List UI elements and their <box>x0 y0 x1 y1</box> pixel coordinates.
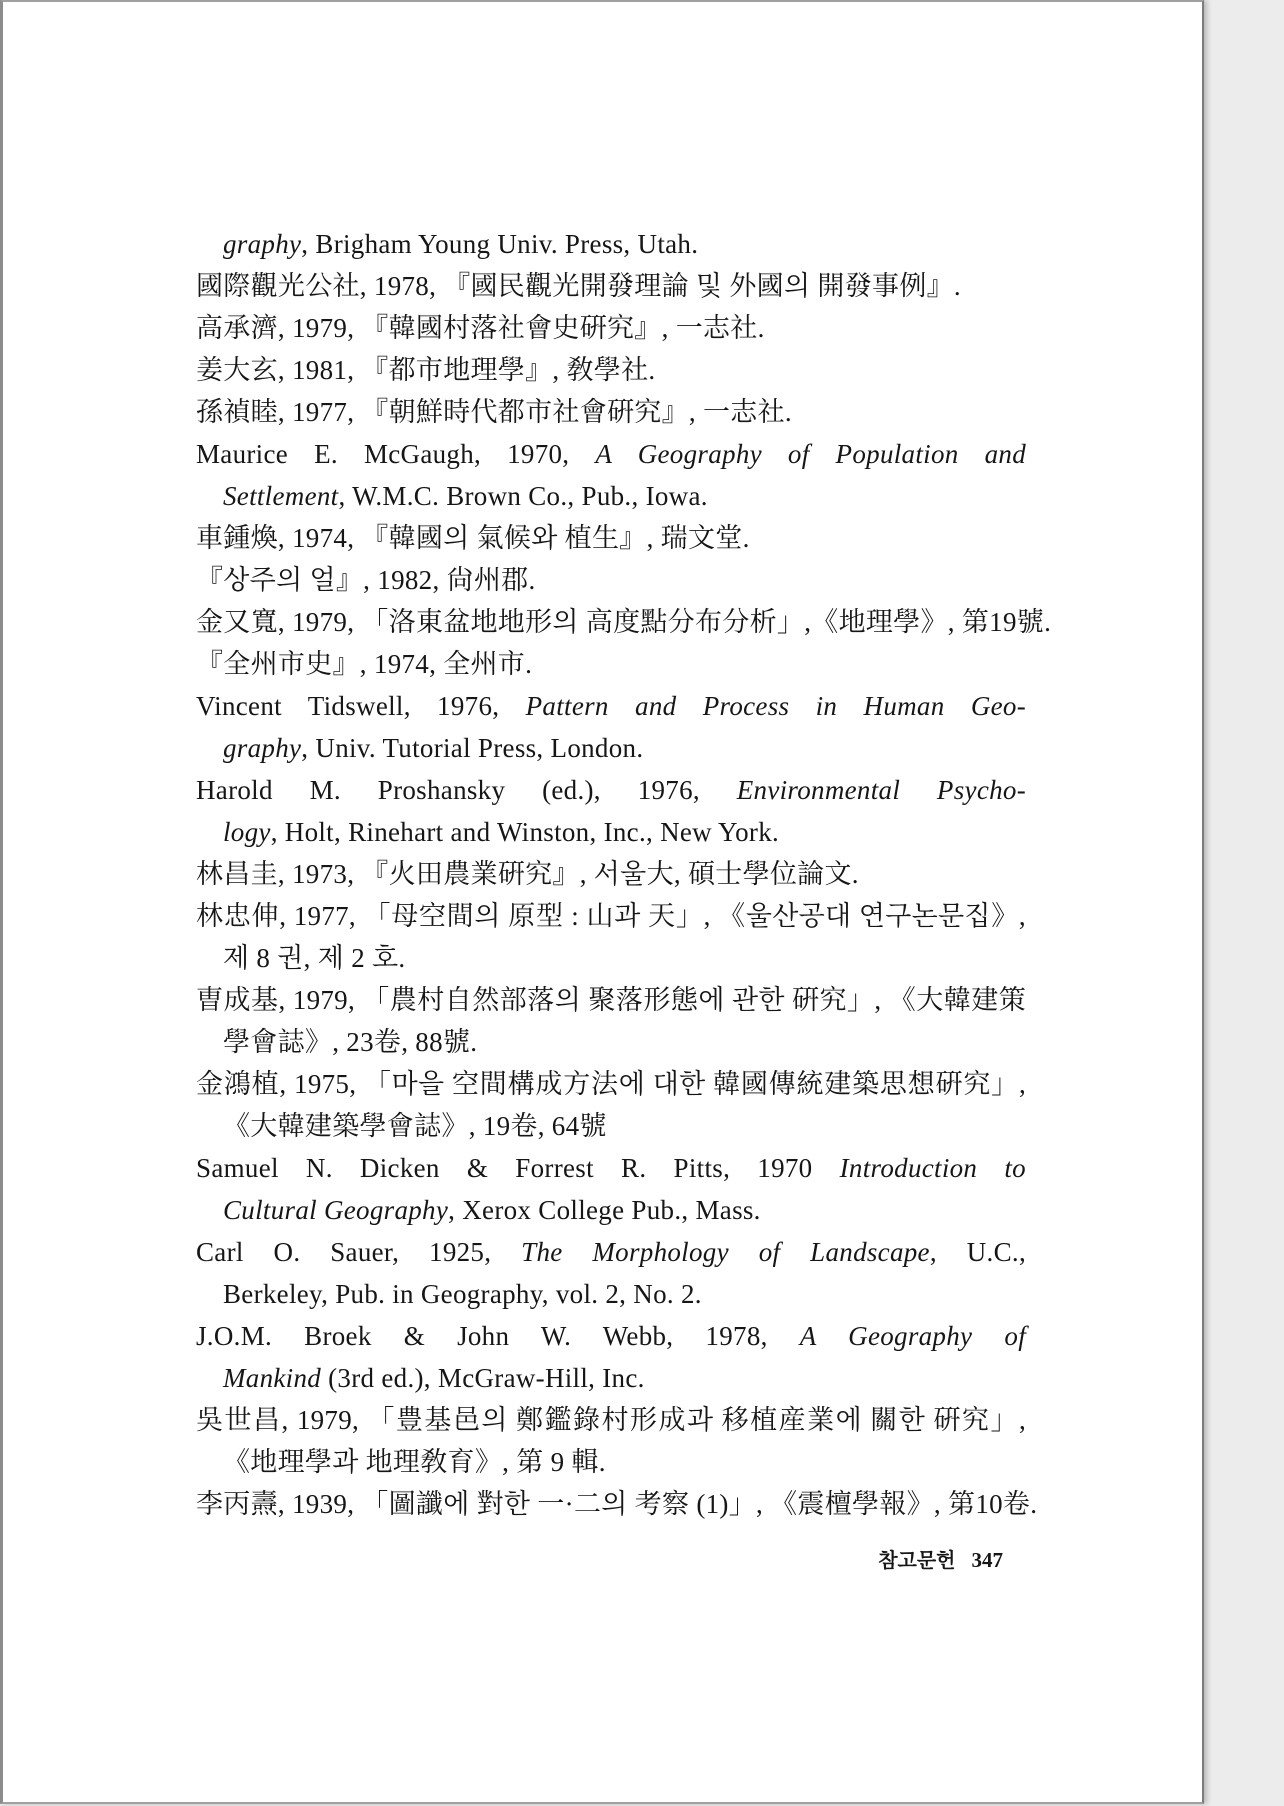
reference-title-italic: Pattern and Process in Human Geo- <box>525 691 1026 721</box>
reference-entry <box>196 643 1026 685</box>
reference-text: (3rd ed.), McGraw-Hill, Inc. <box>321 1363 645 1393</box>
reference-text: , W.M.C. Brown Co., Pub., Iowa. <box>338 481 708 511</box>
reference-line <box>196 1147 1026 1189</box>
reference-entry <box>196 979 1026 1063</box>
reference-continuation-line <box>196 1357 1026 1399</box>
reference-entry <box>196 1231 1026 1315</box>
reference-text: Carl O. Sauer, 1925, <box>196 1237 522 1267</box>
reference-text: 제 8 권, 제 2 호. <box>223 943 406 973</box>
reference-text: 李丙燾, 1939, 「圖讖에 對한 一·二의 考察 (1)」, 《震檀學報》, 第10卷. <box>196 1489 1038 1519</box>
reference-text: , Xerox College Pub., Mass. <box>448 1195 761 1225</box>
reference-continuation-line <box>196 1021 1026 1063</box>
reference-entry <box>196 391 1026 433</box>
reference-text: 學會誌》, 23卷, 88號. <box>223 1027 478 1057</box>
reference-line <box>196 1231 1026 1273</box>
reference-entry <box>196 769 1026 853</box>
reference-title-italic: The Morphology of Landscape <box>521 1237 930 1267</box>
reference-list <box>196 223 1052 1525</box>
reference-title-italic: A Geography of <box>799 1321 1026 1351</box>
reference-title-italic: Environmental Psycho- <box>736 775 1026 805</box>
reference-continuation-line <box>196 811 1026 853</box>
reference-entry <box>196 517 1026 559</box>
reference-continuation-line <box>196 1189 1026 1231</box>
reference-entry <box>196 601 1052 643</box>
reference-line <box>196 265 1026 307</box>
reference-text: Vincent Tidswell, 1976, <box>196 691 526 721</box>
reference-text: 『全州市史』, 1974, 全州市. <box>196 649 533 679</box>
reference-title-italic: graphy <box>223 733 302 763</box>
reference-title-italic: logy <box>223 817 271 847</box>
reference-entry <box>196 307 1026 349</box>
reference-line <box>196 601 1052 643</box>
reference-entry-carryover <box>196 223 1026 265</box>
reference-entry <box>196 853 1026 895</box>
reference-text: 國際觀光公社, 1978, 『國民觀光開發理論 및 外國의 開發事例』. <box>196 271 961 301</box>
reference-entry <box>196 1315 1026 1399</box>
reference-text: 林忠伸, 1977, 「母空間의 原型 : 山과 天」, 《울산공대 연구논문집》, <box>196 901 1026 931</box>
reference-title-italic: Cultural Geography <box>223 1195 449 1225</box>
reference-entry <box>196 1399 1026 1483</box>
reference-text: , Univ. Tutorial Press, London. <box>301 733 644 763</box>
reference-line <box>196 517 1026 559</box>
reference-text: 『상주의 얼』, 1982, 尙州郡. <box>196 565 536 595</box>
reference-text: J.O.M. Broek & John W. Webb, 1978, <box>196 1321 800 1351</box>
reference-continuation-line <box>196 475 1026 517</box>
reference-entry <box>196 1063 1026 1147</box>
reference-text: , U.C., <box>929 1237 1026 1267</box>
reference-line <box>196 433 1026 475</box>
reference-continuation-line <box>196 1105 1026 1147</box>
reference-title-italic: A Geography of Population and <box>595 439 1026 469</box>
reference-text: 姜大玄, 1981, 『都市地理學』, 敎學社. <box>196 355 656 385</box>
page-footer <box>703 1542 1003 1578</box>
reference-line <box>196 1399 1026 1441</box>
reference-line <box>196 979 1026 1021</box>
reference-text: 林昌圭, 1973, 『火田農業硏究』, 서울大, 碩士學位論文. <box>196 859 859 889</box>
reference-text: 金鴻植, 1975, 「마을 空間構成方法에 대한 韓國傳統建築思想硏究」, <box>196 1069 1026 1099</box>
reference-entry <box>196 265 1026 307</box>
reference-line <box>196 643 1026 685</box>
reference-line <box>196 307 1026 349</box>
reference-text: 《大韓建築學會誌》, 19卷, 64號 <box>223 1111 607 1141</box>
reference-entry <box>196 433 1026 517</box>
reference-text: 高承濟, 1979, 『韓國村落社會史硏究』, 一志社. <box>196 313 765 343</box>
reference-title-italic: Settlement <box>223 481 339 511</box>
reference-text: Samuel N. Dicken & Forrest R. Pitts, 1970 <box>196 1153 840 1183</box>
reference-text: 車鍾煥, 1974, 『韓國의 氣候와 植生』, 瑞文堂. <box>196 523 750 553</box>
reference-entry <box>196 685 1026 769</box>
page-number: 347 <box>971 1548 1003 1572</box>
reference-entry <box>196 349 1026 391</box>
reference-continuation-line <box>196 937 1026 979</box>
reference-title-italic: graphy <box>223 229 302 259</box>
reference-text: 《地理學과 地理敎育》, 第 9 輯. <box>223 1447 606 1477</box>
reference-text: , Brigham Young Univ. Press, Utah. <box>301 229 699 259</box>
reference-continuation-line <box>196 223 1026 265</box>
reference-entry <box>196 1483 1038 1525</box>
reference-line <box>196 349 1026 391</box>
reference-text: 孫禎睦, 1977, 『朝鮮時代都市社會硏究』, 一志社. <box>196 397 792 427</box>
reference-line <box>196 559 1026 601</box>
reference-line <box>196 895 1026 937</box>
reference-title-italic: Introduction to <box>839 1153 1026 1183</box>
reference-entry <box>196 559 1026 601</box>
reference-line <box>196 1063 1026 1105</box>
reference-continuation-line <box>196 1273 1026 1315</box>
reference-line <box>196 685 1026 727</box>
reference-line <box>196 1483 1038 1525</box>
reference-text: Maurice E. McGaugh, 1970, <box>196 439 596 469</box>
reference-continuation-line <box>196 1441 1026 1483</box>
reference-text: 金又寬, 1979, 「洛東盆地地形의 高度點分布分析」,《地理學》, 第19號. <box>196 607 1052 637</box>
reference-line <box>196 769 1026 811</box>
running-footer-title: 참고문헌 <box>878 1548 956 1572</box>
reference-text: 吳世昌, 1979, 「豊基邑의 鄭鑑錄村形成과 移植産業에 關한 硏究」, <box>196 1405 1026 1435</box>
reference-line <box>196 1315 1026 1357</box>
reference-entry <box>196 895 1026 979</box>
reference-entry <box>196 1147 1026 1231</box>
reference-line <box>196 853 1026 895</box>
reference-continuation-line <box>196 727 1026 769</box>
reference-text: 曺成基, 1979, 「農村自然部落의 聚落形態에 관한 硏究」, 《大韓建策 <box>196 985 1026 1015</box>
reference-line <box>196 391 1026 433</box>
reference-text: Harold M. Proshansky (ed.), 1976, <box>196 775 737 805</box>
reference-text: , Holt, Rinehart and Winston, Inc., New York. <box>270 817 780 847</box>
reference-text: Berkeley, Pub. in Geography, vol. 2, No. 2. <box>223 1279 702 1309</box>
reference-title-italic: Mankind <box>223 1363 322 1393</box>
